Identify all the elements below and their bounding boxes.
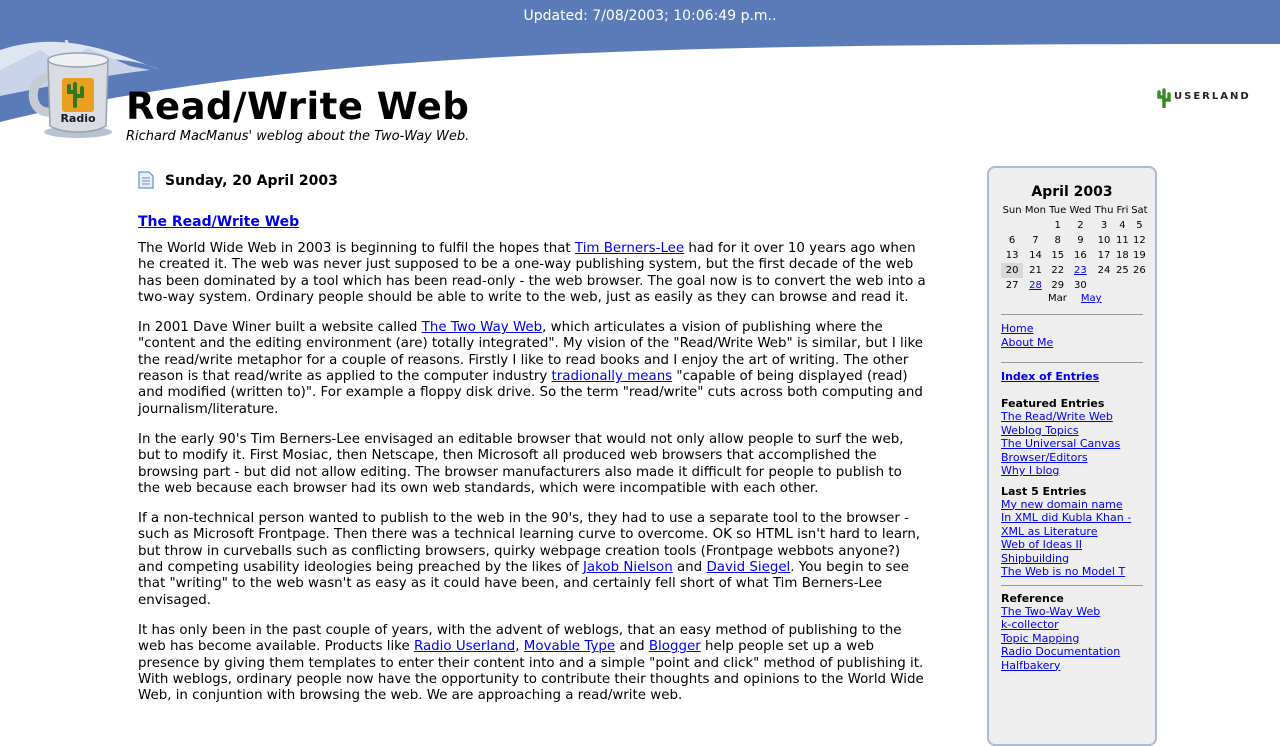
featured-link[interactable]: The Read/Write Web	[1001, 410, 1113, 423]
calendar-day	[1093, 278, 1115, 293]
calendar-day-link[interactable]: 23	[1074, 265, 1087, 276]
featured-heading: Featured Entries	[1001, 397, 1105, 410]
about-me-link[interactable]: About Me	[1001, 335, 1054, 349]
calendar-weekday: Tue	[1049, 205, 1067, 216]
calendar-weekday: Sun	[1002, 205, 1022, 216]
cactus-icon	[1156, 88, 1174, 108]
divider	[1001, 362, 1143, 363]
calendar-day: 21	[1029, 265, 1042, 276]
calendar-day	[1115, 278, 1130, 293]
calendar-day: 24	[1097, 265, 1111, 276]
calendar-day: 17	[1097, 250, 1111, 261]
calendar	[1001, 203, 1149, 293]
link-blogger[interactable]: Blogger	[648, 639, 701, 655]
calendar-day	[1001, 218, 1023, 233]
calendar-nav	[1001, 293, 1143, 307]
link-jakob-nielson[interactable]: Jakob Nielson	[582, 560, 673, 576]
calendar-week	[1001, 218, 1149, 233]
calendar-week	[1001, 263, 1149, 278]
calendar-next-month[interactable]: May	[1080, 293, 1102, 304]
featured-link[interactable]: Browser/Editors	[1001, 450, 1088, 464]
calendar-title: April 2003	[1031, 184, 1113, 200]
calendar-day: 4	[1119, 220, 1126, 231]
reference-link[interactable]: The Two-Way Web	[1001, 604, 1101, 618]
text: "capable of being displayed (read) and modified (written to)". For example a floppy disk drive. So the term "read/write" cuts across both computing and journalism/literature.	[138, 369, 923, 417]
last5-link[interactable]: The Web is no Model T	[1001, 565, 1126, 578]
calendar-day: 1	[1054, 220, 1061, 231]
calendar-day: 19	[1133, 250, 1146, 261]
calendar-weekday: Sat	[1131, 205, 1148, 216]
updated-timestamp: Updated: 7/08/2003; 10:06:49 p.m..	[523, 8, 777, 24]
calendar-day: 7	[1032, 235, 1039, 246]
text: help people set up a web presence by giving them templates to enter their content into and a simple "point and click" method of publishing it. With weblogs, ordinary people now have the opportunity to contribute their thoughts and opinions to the World Wide Web, in conjuntion with browsing the web. We are approaching a read/write web.	[138, 639, 924, 704]
text: and	[672, 560, 707, 576]
text: had for it over 10 years ago when he created it. The web was never just supposed to be a one-way publishing system, but the first decade of the web has been dominated by a tool which has been read-only - the web browser. The goal now is to convert the web into a two-way system. Ordinary people should be able to write to the web, just as easily as they can browse and read it.	[138, 241, 926, 305]
text: , which articulates a vision of publishing where the "content and the editing environment (are) totally integrated". My vision of the "Read/Write Web" is similar, but I like the read/write metaphor for a couple of reasons. Firstly I like to read books and I enjoy the art of writing. The other reason is that read/write as applied to the computer industry	[138, 320, 923, 385]
last5-link[interactable]: My new domain name	[1001, 497, 1123, 511]
last5-list	[1001, 498, 1143, 579]
calendar-day: 20	[1001, 263, 1023, 278]
calendar-day: 30	[1074, 280, 1087, 291]
reference-link[interactable]: Halfbakery	[1001, 658, 1061, 672]
calendar-day: 22	[1051, 265, 1065, 276]
calendar-day: 3	[1100, 220, 1108, 231]
calendar-day: 9	[1077, 235, 1084, 246]
reference-link[interactable]: k-collector	[1001, 618, 1059, 631]
site-tagline: Richard MacManus' weblog about the Two-Way Web.	[126, 129, 470, 144]
mug-label: Radio	[60, 112, 96, 125]
main-content	[138, 168, 928, 704]
calendar-weekday: Thu	[1094, 205, 1114, 216]
paragraph-3: In the early 90's Tim Berners-Lee envisaged an editable browser that would not only allow people to surf the web, but to modify it. First Mosiac, then Netscape, then Microsoft all produced web browsers that accomplished the browsing part - but did not allow editing. The browser manufacturers also made it difficult for people to publish to the web because each browser had its own web standards, which were incompatible with each other.	[138, 431, 904, 496]
calendar-day-link[interactable]: 28	[1029, 280, 1042, 291]
calendar-day: 27	[1005, 280, 1019, 291]
link-david-siegel[interactable]: David Siegel	[706, 560, 791, 576]
calendar-day: 29	[1051, 280, 1065, 291]
link-movable-type[interactable]: Movable Type	[523, 639, 616, 655]
post-date-row	[138, 168, 928, 192]
text: The World Wide Web in 2003 is beginning to fulfil the hopes that	[138, 241, 575, 256]
calendar-day: 12	[1133, 235, 1146, 246]
text: . You begin to see that "writing" to the web wasn't as easy as it could have been, and certainly fell short of what Tim Berners-Lee envisaged.	[138, 560, 909, 608]
link-radio-userland[interactable]: Radio Userland	[413, 639, 516, 655]
text: ,	[515, 639, 524, 655]
featured-link[interactable]: Weblog Topics	[1001, 423, 1079, 437]
calendar-prev-month: Mar	[1048, 293, 1067, 304]
last5-heading: Last 5 Entries	[1001, 484, 1087, 498]
featured-list	[1001, 410, 1143, 478]
calendar-week	[1001, 233, 1149, 248]
calendar-day: 15	[1051, 250, 1065, 261]
reference-link[interactable]: Topic Mapping	[1001, 631, 1080, 645]
calendar-day: 11	[1116, 235, 1129, 246]
post-title-link[interactable]: The Read/Write Web	[138, 214, 300, 230]
index-of-entries-link[interactable]: Index of Entries	[1001, 370, 1100, 383]
featured-link[interactable]: Why I blog	[1001, 464, 1060, 477]
calendar-week	[1001, 278, 1149, 293]
calendar-day: 14	[1029, 250, 1042, 261]
post-date: Sunday, 20 April 2003	[165, 173, 338, 189]
link-tradionally-means[interactable]: tradionally means	[551, 369, 673, 385]
document-icon	[138, 171, 154, 189]
paragraph-1	[138, 241, 928, 306]
last5-link[interactable]: Shipbuilding	[1001, 551, 1070, 565]
calendar-day: 5	[1136, 220, 1143, 231]
reference-link[interactable]: Radio Documentation	[1001, 645, 1121, 658]
calendar-day	[1068, 263, 1093, 278]
reference-list	[1001, 605, 1143, 673]
featured-link[interactable]: The Universal Canvas	[1001, 437, 1121, 450]
calendar-day: 10	[1097, 235, 1111, 246]
text: In 2001 Dave Winer built a website called	[138, 320, 422, 336]
text: If a non-technical person wanted to publish to the web in the 90's, they had to use a separate tool to the browser - such as Microsoft Frontpage. Then there was a technical learning curve to overcome. OK so HTML isn't hard to learn, but throw in curveballs such as conflicting browsers, quirky webpage creation tools (Frontpage webbots anyone?) and competing usability ideologies being preached by the likes of	[138, 511, 921, 576]
calendar-day: 16	[1074, 250, 1087, 261]
paragraph-2	[138, 320, 928, 418]
divider	[1001, 585, 1143, 586]
reference-heading: Reference	[1001, 591, 1064, 605]
paragraph-5	[138, 623, 928, 704]
calendar-day: 8	[1054, 235, 1061, 246]
divider	[1001, 314, 1143, 315]
nav-links	[1001, 322, 1143, 349]
calendar-day: 26	[1133, 265, 1146, 276]
link-tim-berners-lee[interactable]: Tim Berners-Lee	[574, 241, 685, 256]
calendar-day: 13	[1005, 250, 1019, 261]
sidebar	[987, 166, 1157, 746]
text: It has only been in the past couple of years, with the advent of weblogs, that an easy method of publishing to the web has become available. Products like	[138, 622, 902, 655]
calendar-day: 25	[1116, 265, 1129, 276]
last5-link[interactable]: In XML did Kubla Khan -	[1001, 511, 1132, 524]
calendar-day	[1023, 218, 1048, 233]
calendar-day: 18	[1116, 250, 1129, 261]
calendar-day	[1130, 278, 1149, 293]
paragraph-4	[138, 511, 928, 609]
last5-link[interactable]: Web of Ideas II	[1001, 538, 1083, 551]
calendar-day: 6	[1008, 235, 1016, 246]
text: and	[615, 639, 649, 655]
calendar-weekday: Fri	[1116, 205, 1129, 216]
calendar-weekday: Wed	[1069, 205, 1092, 216]
last5-link[interactable]: XML as Literature	[1001, 524, 1098, 538]
userland-logo[interactable]	[1156, 88, 1262, 108]
userland-label: USERLAND	[1174, 91, 1251, 102]
calendar-day: 2	[1077, 220, 1084, 231]
link-two-way-web[interactable]: The Two Way Web	[421, 320, 543, 336]
calendar-day	[1023, 278, 1048, 293]
site-title: Read/Write Web	[126, 85, 470, 128]
calendar-weekday: Mon	[1024, 205, 1046, 216]
calendar-week	[1001, 248, 1149, 263]
home-link[interactable]: Home	[1001, 322, 1034, 335]
radio-mug-logo	[26, 40, 126, 140]
